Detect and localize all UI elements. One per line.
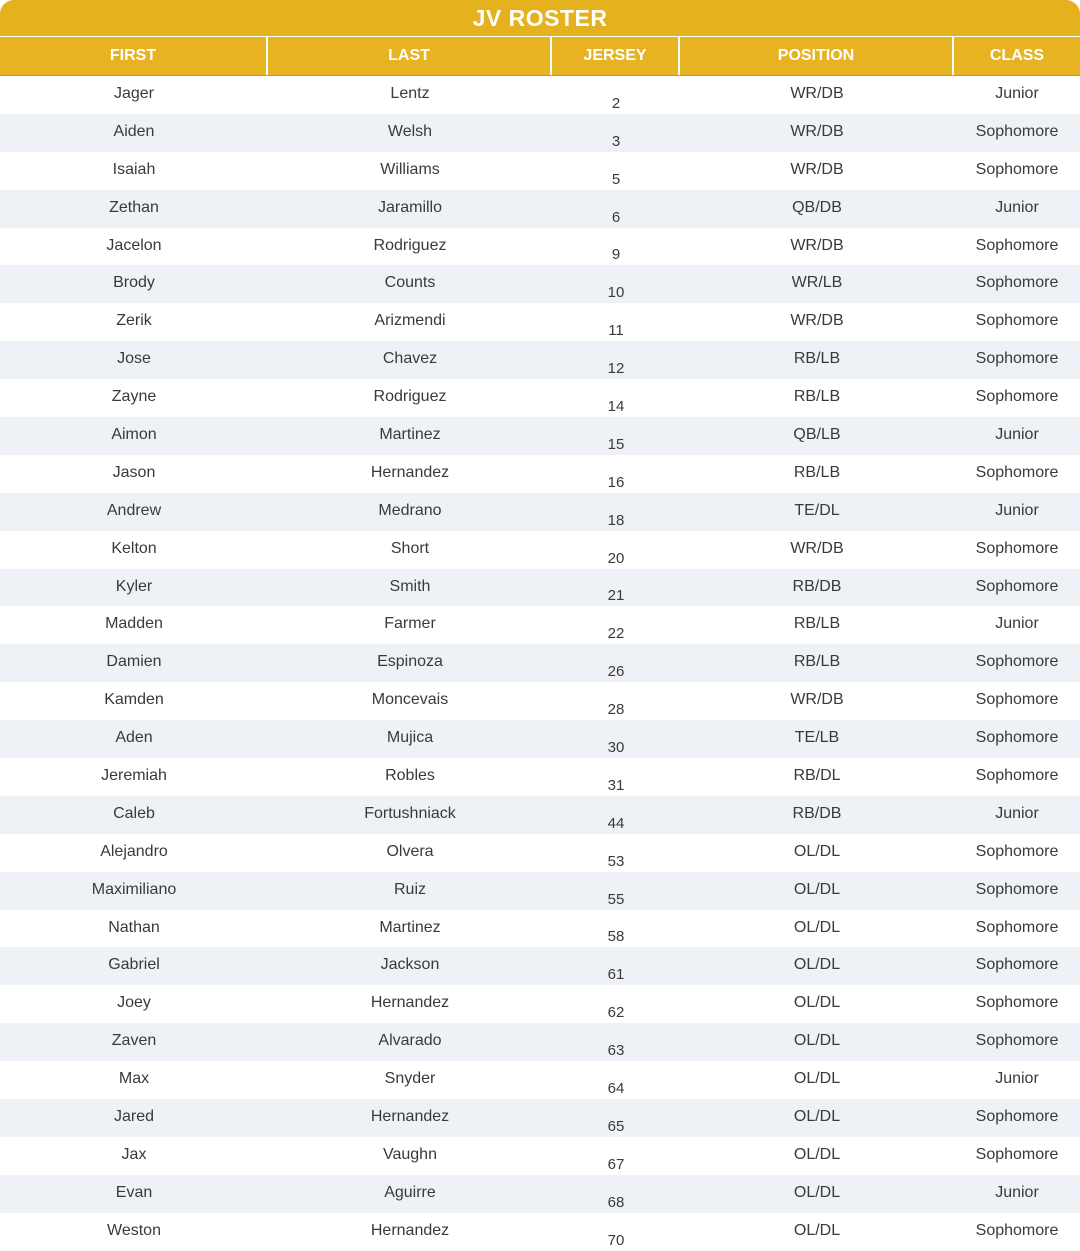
- first-name-cell: Jason: [112, 463, 156, 481]
- jersey-cell: 20: [607, 549, 625, 567]
- position-cell: OL/DL: [793, 880, 841, 898]
- position-cell: OL/DL: [793, 918, 841, 936]
- table-row: [0, 1099, 1080, 1137]
- position-cell: QB/DB: [792, 198, 842, 216]
- table-row: [0, 190, 1080, 228]
- header-first: FIRST: [0, 37, 268, 75]
- table-row: [0, 531, 1080, 569]
- jersey-cell: 26: [607, 663, 625, 681]
- first-name-cell: Nathan: [108, 918, 160, 936]
- table-row: [0, 644, 1080, 682]
- class-cell: Junior: [995, 804, 1039, 822]
- class-cell: Junior: [995, 501, 1039, 519]
- class-cell: Sophomore: [975, 842, 1059, 860]
- first-name-cell: Jose: [117, 350, 151, 368]
- first-name-cell: Evan: [115, 1183, 153, 1201]
- jersey-cell: 21: [607, 587, 625, 605]
- jersey-cell: 65: [607, 1117, 625, 1135]
- first-name-cell: Weston: [107, 1221, 161, 1239]
- first-name-cell: Zayne: [111, 388, 157, 406]
- jersey-cell: 18: [607, 511, 625, 529]
- class-cell: Sophomore: [975, 577, 1059, 595]
- first-name-cell: Joey: [117, 994, 151, 1012]
- jersey-cell: 61: [607, 966, 625, 984]
- class-cell: Sophomore: [975, 274, 1059, 292]
- position-cell: WR/DB: [790, 539, 844, 557]
- table-row: [0, 379, 1080, 417]
- jersey-cell: 58: [607, 928, 625, 946]
- class-cell: Sophomore: [975, 312, 1059, 330]
- last-name-cell: Short: [390, 539, 430, 557]
- last-name-cell: Hernandez: [370, 463, 450, 481]
- table-row: [0, 455, 1080, 493]
- first-name-cell: Andrew: [106, 501, 162, 519]
- first-name-cell: Jax: [121, 1145, 147, 1163]
- last-name-cell: Martinez: [379, 918, 441, 936]
- class-cell: Sophomore: [975, 539, 1059, 557]
- last-name-cell: Mujica: [386, 729, 434, 747]
- position-cell: OL/DL: [793, 1108, 841, 1126]
- table-row: [0, 228, 1080, 266]
- position-cell: WR/DB: [790, 691, 844, 709]
- jersey-cell: 63: [607, 1042, 625, 1060]
- first-name-cell: Caleb: [113, 804, 155, 822]
- table-row: [0, 569, 1080, 607]
- last-name-cell: Hernandez: [370, 1221, 450, 1239]
- position-cell: OL/DL: [793, 994, 841, 1012]
- table-row: [0, 1023, 1080, 1061]
- first-name-cell: Damien: [106, 653, 162, 671]
- last-name-cell: Rodriguez: [373, 388, 447, 406]
- class-cell: Sophomore: [975, 122, 1059, 140]
- first-name-cell: Aden: [115, 729, 153, 747]
- class-cell: Sophomore: [975, 767, 1059, 785]
- class-cell: Sophomore: [975, 160, 1059, 178]
- table-row: [0, 1137, 1080, 1175]
- jersey-cell: 64: [607, 1080, 625, 1098]
- class-cell: Sophomore: [975, 388, 1059, 406]
- jersey-cell: 53: [607, 852, 625, 870]
- position-cell: RB/LB: [793, 615, 841, 633]
- class-cell: Sophomore: [975, 653, 1059, 671]
- table-row: [0, 265, 1080, 303]
- jersey-cell: 16: [607, 473, 625, 491]
- position-cell: RB/LB: [793, 350, 841, 368]
- last-name-cell: Smith: [389, 577, 431, 595]
- roster-title: JV ROSTER: [0, 0, 1080, 36]
- last-name-cell: Alvarado: [378, 1032, 442, 1050]
- class-cell: Sophomore: [975, 691, 1059, 709]
- jersey-cell: 22: [607, 625, 625, 643]
- table-header: [0, 37, 1080, 76]
- first-name-cell: Jacelon: [106, 236, 162, 254]
- class-cell: Junior: [995, 426, 1039, 444]
- first-name-cell: Jager: [113, 85, 155, 102]
- table-row: [0, 114, 1080, 152]
- jersey-cell: 6: [611, 208, 621, 226]
- table-row: [0, 417, 1080, 455]
- class-cell: Junior: [995, 615, 1039, 633]
- header-class: CLASS: [989, 47, 1045, 64]
- position-cell: RB/LB: [793, 388, 841, 406]
- class-cell: Sophomore: [975, 463, 1059, 481]
- jersey-cell: 62: [607, 1004, 625, 1022]
- table-row: [0, 985, 1080, 1023]
- table-row: [0, 606, 1080, 644]
- table-row: [0, 834, 1080, 872]
- last-name-cell: Medrano: [378, 501, 442, 519]
- position-cell: OL/DL: [793, 842, 841, 860]
- table-row: [0, 1061, 1080, 1099]
- table-row: [0, 1213, 1080, 1251]
- jersey-cell: 2: [611, 94, 621, 112]
- jersey-cell: 31: [607, 776, 625, 794]
- last-name-cell: Espinoza: [377, 653, 443, 671]
- position-cell: WR/DB: [790, 122, 844, 140]
- position-cell: WR/DB: [790, 312, 844, 330]
- class-cell: Sophomore: [975, 880, 1059, 898]
- table-row: [0, 682, 1080, 720]
- jersey-cell: 55: [607, 890, 625, 908]
- jersey-cell: 5: [611, 170, 621, 188]
- table-row: [0, 341, 1080, 379]
- jersey-cell: 15: [607, 435, 625, 453]
- last-name-cell: Robles: [385, 767, 435, 785]
- table-row: [0, 303, 1080, 341]
- first-name-cell: Zethan: [109, 198, 159, 216]
- position-cell: OL/DL: [793, 1032, 841, 1050]
- jersey-cell: 44: [607, 814, 625, 832]
- table-row: [0, 493, 1080, 531]
- first-name-cell: Kamden: [104, 691, 164, 709]
- table-row: [0, 1175, 1080, 1213]
- header-position: POSITION: [680, 37, 954, 75]
- last-name-cell: Jaramillo: [377, 198, 442, 216]
- last-name-cell: Jackson: [380, 956, 440, 974]
- first-name-cell: Zaven: [111, 1032, 157, 1050]
- last-name-cell: Vaughn: [383, 1145, 437, 1163]
- last-name-cell: Williams: [380, 160, 440, 178]
- class-cell: Sophomore: [975, 1145, 1059, 1163]
- last-name-cell: Olvera: [386, 842, 434, 860]
- position-cell: OL/DL: [793, 1183, 841, 1201]
- position-cell: WR/DB: [790, 160, 844, 178]
- class-cell: Sophomore: [975, 236, 1059, 254]
- jersey-cell: 9: [611, 246, 621, 264]
- class-cell: Junior: [995, 1183, 1039, 1201]
- last-name-cell: Counts: [384, 274, 436, 292]
- position-cell: WR/DB: [790, 85, 844, 102]
- last-name-cell: Hernandez: [370, 1108, 450, 1126]
- last-name-cell: Farmer: [384, 615, 436, 633]
- class-cell: Sophomore: [975, 1032, 1059, 1050]
- last-name-cell: Arizmendi: [374, 312, 446, 330]
- position-cell: RB/DB: [792, 577, 842, 595]
- jersey-cell: 14: [607, 398, 625, 416]
- position-cell: RB/DB: [792, 804, 842, 822]
- jersey-cell: 67: [607, 1155, 625, 1173]
- position-cell: OL/DL: [793, 956, 841, 974]
- first-name-cell: Brody: [113, 274, 155, 292]
- first-name-cell: Zerik: [116, 312, 152, 330]
- last-name-cell: Hernandez: [370, 994, 450, 1012]
- table-row: [0, 872, 1080, 910]
- table-row: [0, 947, 1080, 985]
- position-cell: OL/DL: [793, 1221, 841, 1239]
- class-cell: Sophomore: [975, 956, 1059, 974]
- class-cell: Sophomore: [975, 994, 1059, 1012]
- table-row: [0, 152, 1080, 190]
- last-name-cell: Welsh: [387, 122, 433, 140]
- class-cell: Sophomore: [975, 350, 1059, 368]
- header-last: LAST: [268, 37, 552, 75]
- last-name-cell: Lentz: [390, 85, 430, 102]
- jersey-cell: 10: [607, 284, 625, 302]
- jersey-cell: 12: [607, 360, 625, 378]
- last-name-cell: Martinez: [379, 426, 441, 444]
- first-name-cell: Isaiah: [112, 160, 156, 178]
- position-cell: OL/DL: [793, 1070, 841, 1088]
- first-name-cell: Aimon: [111, 426, 157, 444]
- class-cell: Junior: [995, 1070, 1039, 1088]
- first-name-cell: Gabriel: [108, 956, 160, 974]
- position-cell: RB/DL: [793, 767, 841, 785]
- position-cell: RB/LB: [793, 653, 841, 671]
- last-name-cell: Chavez: [382, 350, 438, 368]
- class-cell: Junior: [995, 198, 1039, 216]
- table-row: [0, 910, 1080, 948]
- first-name-cell: Aiden: [113, 122, 155, 140]
- last-name-cell: Rodriguez: [373, 236, 447, 254]
- position-cell: QB/LB: [793, 426, 841, 444]
- last-name-cell: Aguirre: [384, 1183, 436, 1201]
- last-name-cell: Snyder: [384, 1070, 436, 1088]
- jersey-cell: 3: [611, 132, 621, 150]
- jersey-cell: 28: [607, 701, 625, 719]
- first-name-cell: Kelton: [111, 539, 157, 557]
- jersey-cell: 11: [608, 322, 624, 340]
- last-name-cell: Ruiz: [393, 880, 426, 898]
- first-name-cell: Madden: [105, 615, 163, 633]
- first-name-cell: Maximiliano: [91, 880, 177, 898]
- jersey-cell: 30: [607, 739, 625, 757]
- jersey-cell: 68: [607, 1193, 625, 1211]
- class-cell: Sophomore: [975, 918, 1059, 936]
- table-row: [0, 758, 1080, 796]
- first-name-cell: Kyler: [115, 577, 153, 595]
- first-name-cell: Jared: [113, 1108, 155, 1126]
- first-name-cell: Max: [118, 1070, 150, 1088]
- table-body: [0, 76, 1080, 1251]
- table-row: [0, 76, 1080, 114]
- header-jersey: JERSEY: [552, 37, 680, 75]
- position-cell: WR/DB: [790, 236, 844, 254]
- position-cell: RB/LB: [793, 463, 841, 481]
- last-name-cell: Moncevais: [371, 691, 449, 709]
- class-cell: Sophomore: [975, 1221, 1059, 1239]
- first-name-cell: Jeremiah: [101, 767, 167, 785]
- position-cell: TE/DL: [794, 501, 840, 519]
- class-cell: Junior: [995, 85, 1039, 102]
- position-cell: TE/LB: [794, 729, 840, 747]
- class-cell: Sophomore: [975, 1108, 1059, 1126]
- first-name-cell: Alejandro: [100, 842, 168, 860]
- position-cell: WR/LB: [791, 274, 843, 292]
- position-cell: OL/DL: [793, 1145, 841, 1163]
- table-row: [0, 720, 1080, 758]
- table-row: [0, 796, 1080, 834]
- jersey-cell: 70: [607, 1231, 625, 1249]
- class-cell: Sophomore: [975, 729, 1059, 747]
- last-name-cell: Fortushniack: [364, 804, 456, 822]
